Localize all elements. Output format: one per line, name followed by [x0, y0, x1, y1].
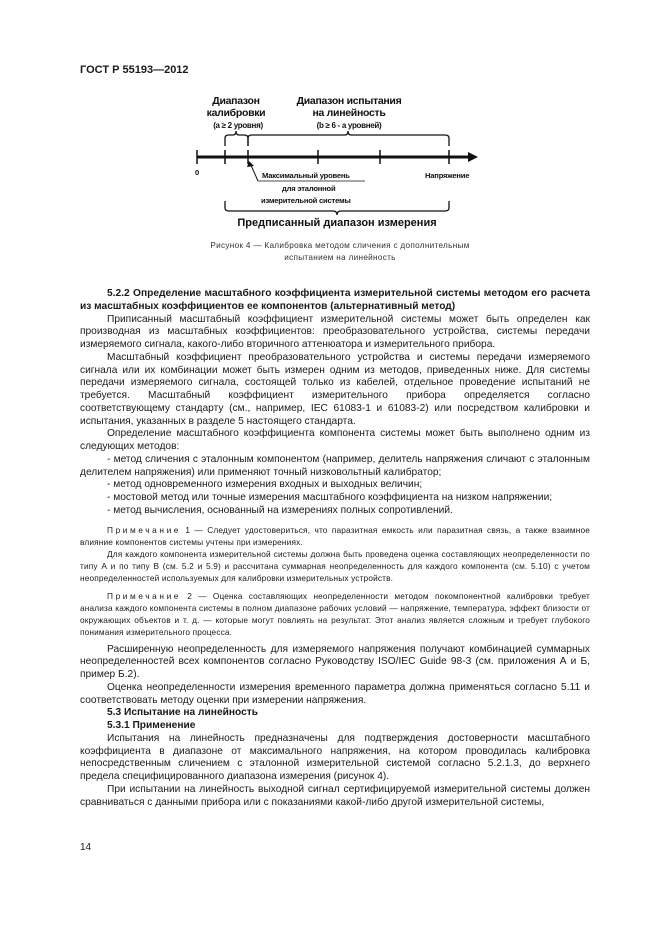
linear-label-1: Диапазон испытания — [296, 95, 402, 107]
note-label: Примечание — [107, 524, 182, 535]
calib-label-3: (a ≥ 2 уровня) — [213, 121, 263, 130]
calib-label-2: калибровки — [206, 107, 266, 119]
section-5-3-1-heading: 5.3.1 Применение — [107, 720, 196, 731]
caption-line-1: Рисунок 4 — Калибровка методом сличения с дополнительным — [210, 241, 470, 250]
linear-label-2: на линейность — [312, 107, 386, 119]
max-level-3: измерительной системы — [261, 196, 351, 205]
caption-line-2: испытанием на линейность — [284, 253, 396, 262]
axis-zero: 0 — [195, 168, 200, 177]
figure-caption — [150, 240, 530, 264]
max-level-1: Максимальный уровень — [262, 171, 350, 180]
note-1 — [80, 524, 590, 548]
linear-brace — [248, 131, 449, 146]
linear-label-3: (b ≥ 6 - a уровней) — [316, 121, 382, 130]
method-item: - метод одновременного измерения входных и выходных величин; — [107, 479, 423, 491]
document-header: ГОСТ Р 55193—2012 — [80, 64, 189, 76]
calib-brace — [225, 131, 248, 146]
paragraph: Масштабный коэффициент преобразовательного устройства и системы передачи измеряемого сигнала или их комбинации может быть измерен одним из методов, приведенных ниже. Для системы передачи измеряемого сигнала, состоящей только из кабелей, отдельное проведение испытаний не требуется. Масштабный коэффициент измерительного прибора определяется согласно соответствующему стандарту (см., например, IEC 61083-1 и 61083-2) или посредством калибровки и испытания, указанных в разделе 5 настоящего стандарта. — [80, 351, 590, 427]
axis-label-voltage: Напряжение — [425, 171, 470, 180]
paragraph: Приписанный масштабный коэффициент измерительной системы может быть определен как производная из масштабных коэффициентов: преобразовательного устройства, системы передачи измеряемого сигнала, какого-либо вторичного аттенюатора и измерительного прибора. — [80, 313, 590, 350]
paragraph: При испытании на линейность выходной сигнал сертифицируемой измерительной системы должен сравниваться с данными прибора или с показаниями какой-либо другой измерительной системы, — [80, 783, 590, 808]
method-item: - метод вычисления, основанный на измерениях полных сопротивлений. — [107, 504, 453, 516]
note-text: 1 — Следует удостовериться, что паразитная емкость или паразитная связь, а также взаимное влияние компонентов системы учтены при измерениях. — [80, 524, 590, 547]
note-text: 2 — Оценка составляющих неопределенности методом покомпонентной калибровки требует анализа каждого компонента системы в полном диапазоне рабочих условий — напряжение, температура, эффект близости от окружающих объектов и т. д. — которые могут повлиять на результат. Этот анализ является сложным и требует глубокого понимания измерительного процесса. — [80, 590, 590, 637]
max-level-2: для эталонной — [282, 184, 336, 193]
calib-label-1: Диапазон — [212, 95, 260, 107]
paragraph: Испытания на линейность предназначены для подтверждения достоверности масштабного коэффициента в диапазоне от максимального напряжения, на котором проводилась калибровка непосредственным сличением с эталонной измерительной системой согласно 5.2.1.3, до верхнего предела специфицированного диапазона измерения (рисунок 4). — [80, 732, 590, 782]
document-body — [80, 288, 590, 809]
section-5-3-heading: 5.3 Испытание на линейность — [107, 707, 259, 719]
note-1-continued: Для каждого компонента измерительной системы должна быть проведена оценка составляющих неопределенности по типу А и по типу В (см. 5.2 и 5.9) и рассчитана суммарная неопределенность для каждого компонента (см. 5.10) с учетом неопределенностей используемых для калибровки измерительных устройств. — [80, 548, 590, 583]
axis-arrow-icon — [468, 152, 478, 162]
section-5-2-2-heading: 5.2.2 Определение масштабного коэффициента измерительной системы методом его расчета из масштабных коэффициентов ее компонентов (альтернативный метод) — [80, 288, 590, 312]
paragraph: Оценка неопределенности измерения временного параметра должна применяться согласно 5.11 и соответствовать методу оценки при измерении напряжения. — [80, 681, 590, 706]
paragraph: Определение масштабного коэффициента компонента системы может быть выполнено одним из следующих методов: — [80, 428, 590, 452]
figure-4-diagram — [0, 0, 661, 240]
method-item: - метод сличения с эталонным компонентом (например, делитель напряжения сличают с эталонным делителем напряжения) или применяют точный низковольтный калибратор; — [80, 453, 590, 478]
method-item: - мостовой метод или точные измерения масштабного коэффициента на низком напряжении; — [107, 492, 553, 503]
page-number: 14 — [80, 842, 92, 853]
note-label: Примечание — [107, 590, 182, 601]
note-2 — [80, 590, 590, 638]
range-label: Предписанный диапазон измерения — [237, 217, 437, 229]
paragraph: Расширенную неопределенность для измеряемого напряжения получают комбинацией суммарных неопределенностей всех компонентов согласно Руководству ISO/IEC Guide 98-3 (см. приложения А и Б, пример Б.2). — [80, 643, 590, 680]
